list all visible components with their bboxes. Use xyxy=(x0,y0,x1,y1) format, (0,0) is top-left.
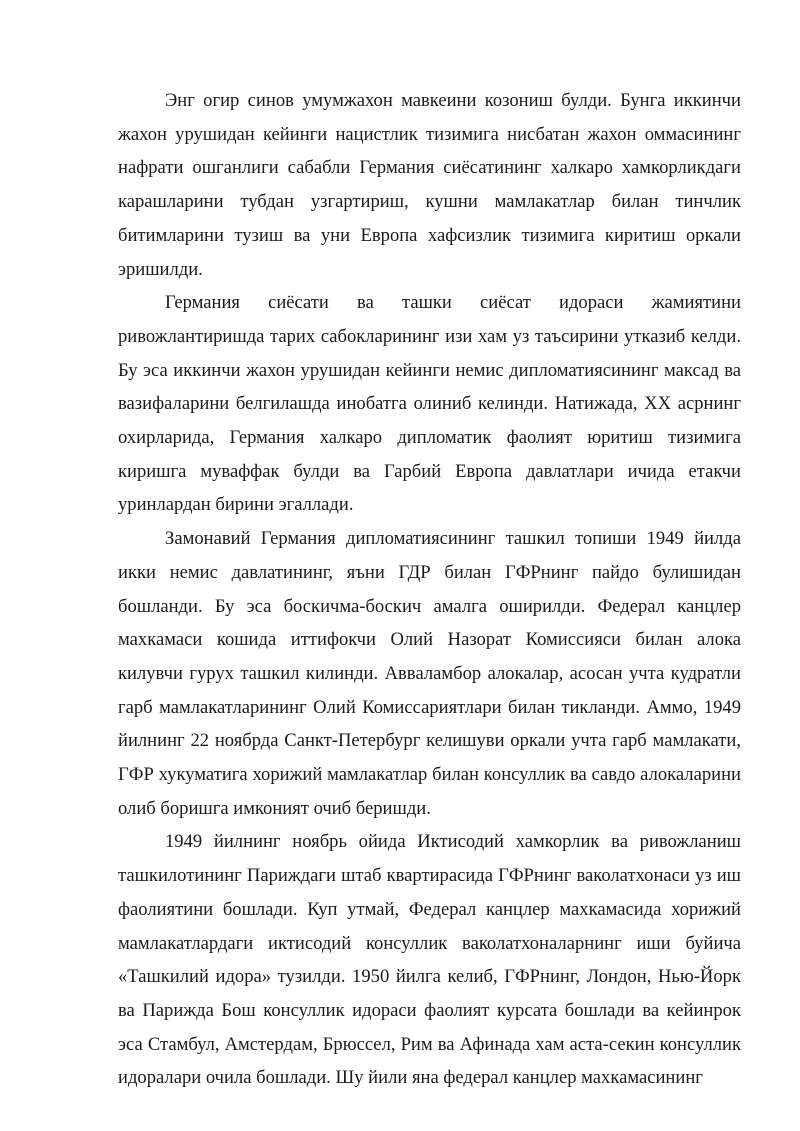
paragraph-4: 1949 йилнинг ноябрь ойида Иктисодий хамкорлик ва ривожланиш ташкилотининг Париждаги штаб квартирасида ГФРнинг ваколатхонаси уз иш фаолиятини бошлади. Куп утмай, Федерал канцлер махкамасида хорижий мамлакатлардаги иктисодий консуллик ваколатхоналарнинг иши буйича «Ташкилий идора» тузилди. 1950 йилга келиб, ГФРнинг, Лондон, Нью-Йорк ва Парижда Бош консуллик идораси фаолият курсата бошлади ва кейинрок эса Стамбул, Амстердам, Брюссел, Рим ва Афинада хам аста-секин консуллик идоралари очила бошлади. Шу йили яна федерал канцлер махкамасининг xyxy=(118,831,741,1089)
document-body xyxy=(118,84,741,1095)
paragraph-3: Замонавий Германия дипломатиясининг ташкил топиши 1949 йилда икки немис давлатининг, яъни ГДР билан ГФРнинг пайдо булишидан бошланди. Бу эса боскичма-боскич амалга оширилди. Федерал канцлер махкамаси кошида иттифокчи Олий Назорат Комиссияси билан алока килувчи гурух ташкил килинди. Аввaламбор алокалар, асосан учта кудратли гарб мамлакатларининг Олий Комиссариятлари билан тикланди. Аммо, 1949 йилнинг 22 ноябрда Санкт-Петербург келишуви оркали учта гарб мамлакати, ГФР хукуматига хорижий мамлакатлар билан консуллик ва савдо алокаларини олиб боришга имконият очиб беришди. xyxy=(118,528,741,819)
paragraph-1: Энг огир синов умумжахон мавкеини козониш булди. Бунга иккинчи жахон урушидан кейинги нацистлик тизимига нисбатан жахон оммасининг нафрати ошганлиги сабабли Германия сиёсатининг халкаро хамкорликдаги карашларини тубдан узгартириш, кушни мамлакатлар билан тинчлик битимларини тузиш ва уни Европа хафсизлик тизимига киритиш оркали эришилди. xyxy=(118,90,741,280)
paragraph-2: Германия сиёсати ва ташки сиёсат идораси жамиятини ривожлантиришда тарих сабокларининг изи хам уз таъсирини утказиб келди. Бу эса иккинчи жахон урушидан кейинги немис дипломатиясининг максад ва вазифаларини белгилашда инобатга олиниб келинди. Натижада, XX асрнинг охирларида, Германия халкаро дипломатик фаолият юритиш тизимига киришга муваффак булди ва Гарбий Европа давлатлари ичида етакчи уринлардан бирини эгаллади. xyxy=(118,292,741,516)
